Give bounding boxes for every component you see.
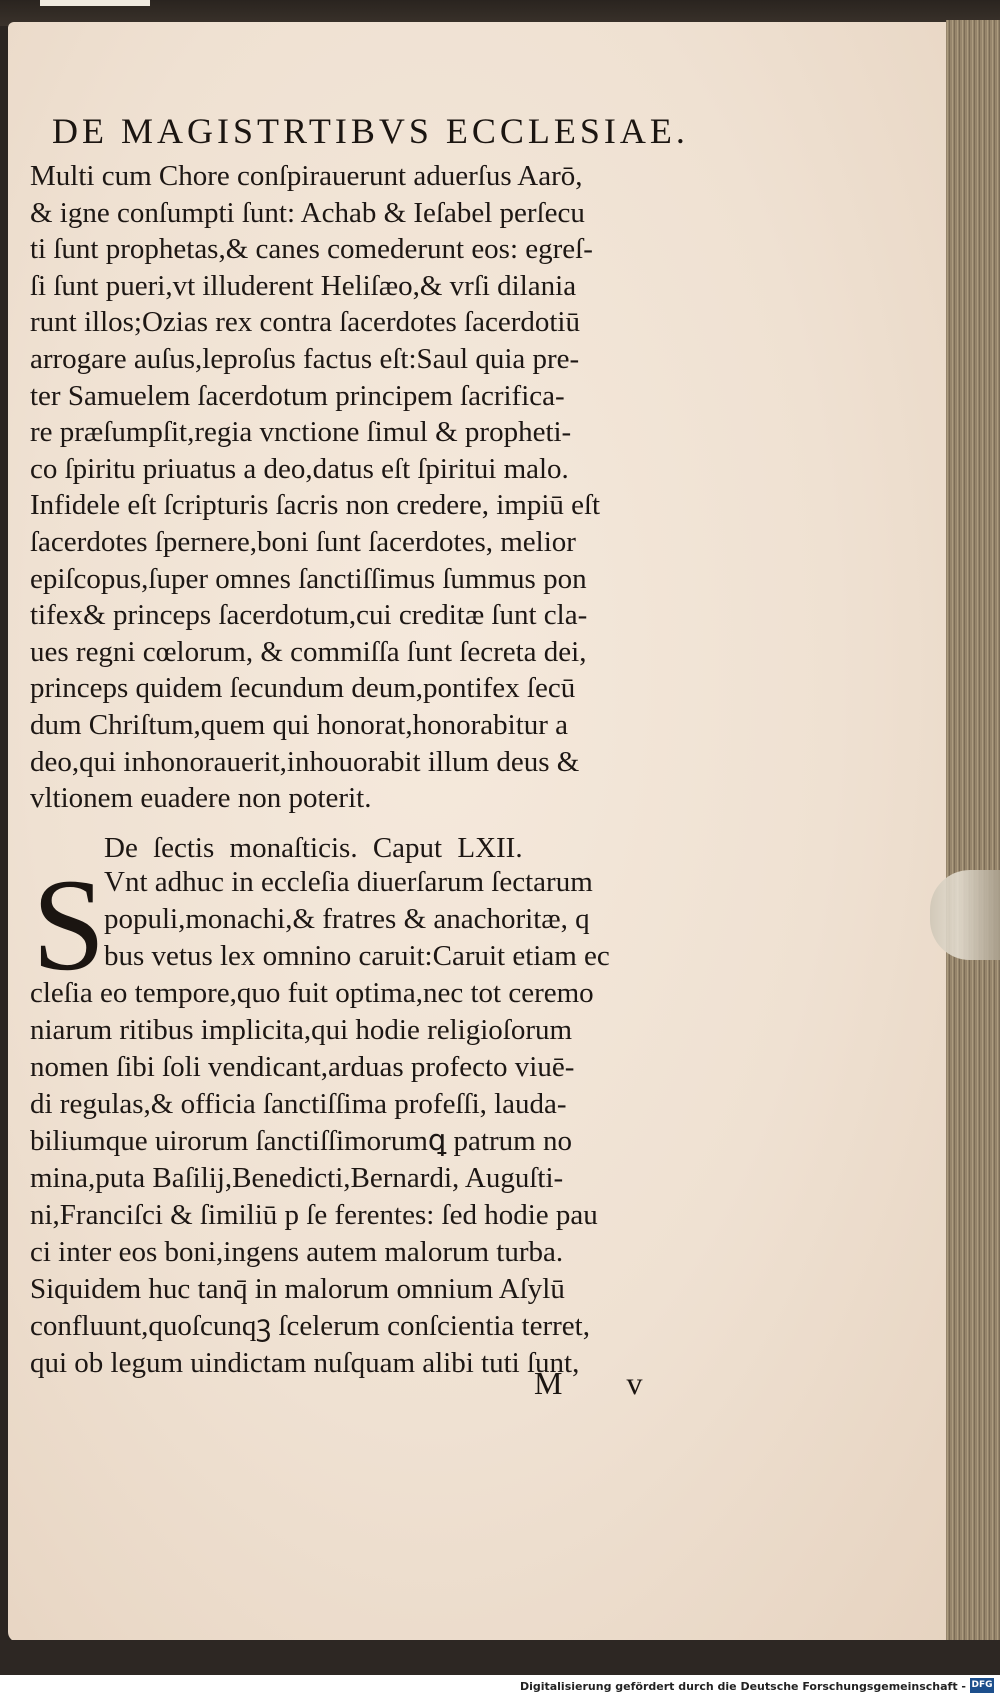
dfg-logo-icon: DFG: [970, 1678, 994, 1693]
chapter-line: Siquidem huc tanq̄ in malorum omnium Aſylū: [30, 1273, 565, 1305]
scan-calibration-tab: [40, 0, 150, 6]
chapter-line: populi,monachi,& fratres & anachoritæ, q: [104, 903, 590, 935]
body-line: ſacerdotes ſpernere,boni ſunt ſacerdotes, melior: [30, 525, 576, 558]
body-line: Multi cum Chore conſpirauerunt aduerſus Aarō,: [30, 160, 583, 192]
body-line: dum Chriſtum,quem qui honorat,honorabitur a: [30, 708, 569, 741]
chapter-text: [30, 864, 740, 1382]
chapter-line: mina,puta Baſilij,Benedicti,Bernardi, Auguſti-: [30, 1162, 564, 1194]
chapter-line: biliumque uirorum ſanctiſſimorumꝗ patrum no: [30, 1125, 572, 1157]
signature-mark: M v: [534, 1365, 671, 1401]
body-line: co ſpiritu priuatus a deo,datus eſt ſpiritui malo.: [30, 452, 569, 485]
chapter-line: di regulas,& officia ſanctiſſima profeſſi, lauda-: [30, 1088, 567, 1120]
chapter-heading: De ſectis monaſticis. Caput LXII.: [104, 832, 523, 864]
body-line: deo,qui inhonorauerit,inhouorabit illum deus &: [30, 745, 580, 778]
body-line: ſi ſunt pueri,vt illuderent Heliſæo,& vrſi dilania: [30, 269, 577, 302]
body-line: ter Samuelem ſacerdotum principem ſacrifica-: [30, 379, 565, 412]
chapter-line: ni,Franciſci & ſimiliū p ſe ferentes: ſed hodie pau: [30, 1199, 598, 1231]
book-fore-edge: [946, 20, 1000, 1650]
body-line: runt illos;Ozias rex contra ſacerdotes ſacerdotiū: [30, 306, 580, 339]
body-line: Infidele eſt ſcripturis ſacris non credere, impiū eſt: [30, 489, 601, 522]
chapter-line: nomen ſibi ſoli vendicant,arduas profecto viuē-: [30, 1051, 575, 1083]
drop-cap: S: [32, 851, 106, 998]
chapter-line: niarum ritibus implicita,qui hodie religioſorum: [30, 1014, 573, 1046]
chapter-line: cleſia eo tempore,quo fuit optima,nec tot ceremo: [30, 977, 594, 1009]
body-line: tifex& princeps ſacerdotum,cui creditæ ſunt cla-: [30, 599, 588, 632]
chapter-line: qui ob legum uindictam nuſquam alibi tuti ſunt,: [30, 1347, 580, 1379]
footer-credit: Digitalisierung gefördert durch die Deutsche Forschungsgemeinschaft -: [519, 1680, 966, 1693]
chapter-line: bus vetus lex omnino caruit:Caruit etiam ec: [104, 940, 610, 972]
body-line: epiſcopus,ſuper omnes ſanctiſſimus ſummus pon: [30, 562, 587, 595]
book-clasp: [930, 870, 1000, 960]
body-text: [30, 158, 740, 817]
body-line: ti ſunt prophetas,& canes comederunt eos: egreſ-: [30, 233, 593, 266]
body-line: arrogare auſus,leproſus factus eſt:Saul quia pre-: [30, 342, 580, 375]
body-line: vltionem euadere non poterit.: [30, 782, 372, 815]
body-line: re præſumpſit,regia vnctione ſimul & propheti-: [30, 416, 572, 449]
chapter-line: ci inter eos boni,ingens autem malorum turba.: [30, 1236, 564, 1268]
running-head: DE MAGISTRTIBVS ECCLESIAE.: [52, 111, 689, 151]
chapter-line: confluunt,quoſcunqꝫ ſcelerum conſcientia terret,: [30, 1310, 590, 1342]
chapter-line: Vnt adhuc in eccleſia diuerſarum ſectarum: [104, 866, 593, 898]
body-line: & igne conſumpti ſunt: Achab & Ieſabel perſecu: [30, 196, 585, 229]
body-line: ues regni cœlorum, & commiſſa ſunt ſecreta dei,: [30, 635, 587, 668]
scan-bottom-border: [0, 1640, 1000, 1675]
body-line: princeps quidem ſecundum deum,pontifex ſecū: [30, 672, 576, 705]
